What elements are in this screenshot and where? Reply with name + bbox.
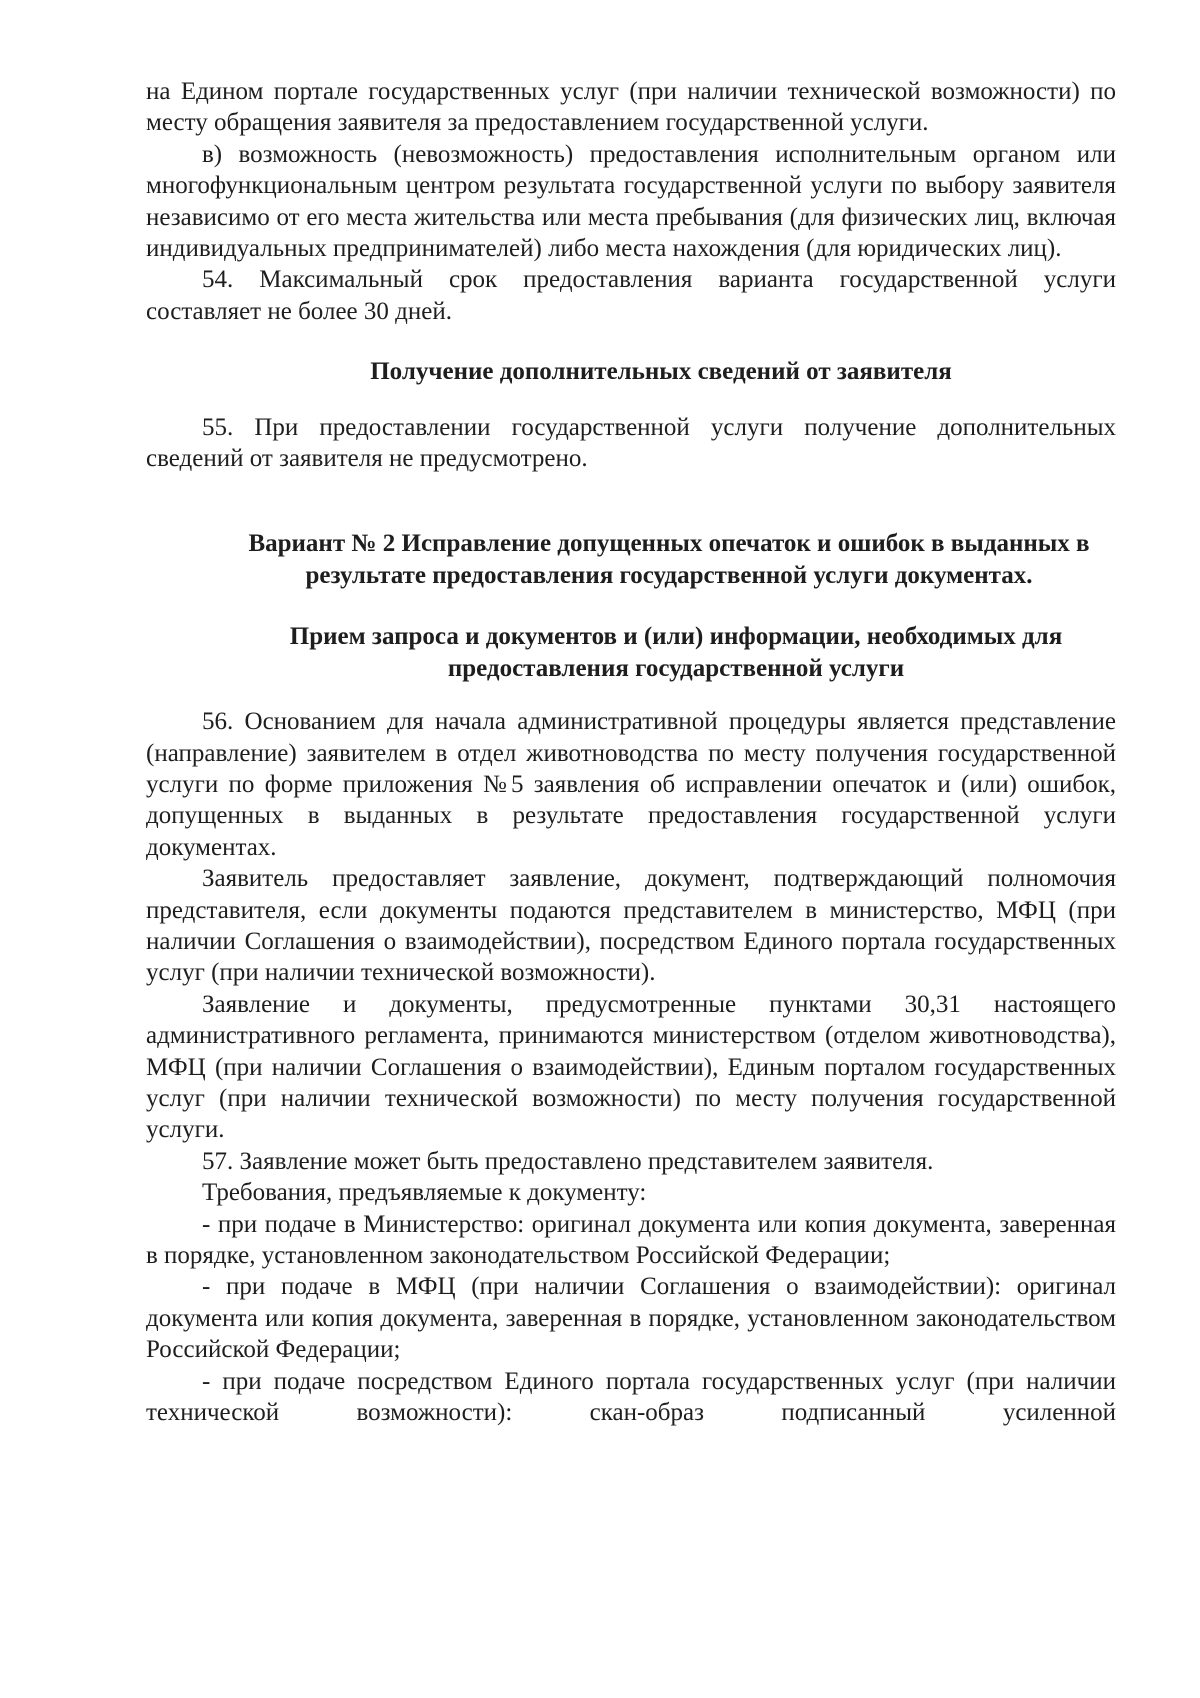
paragraph-requirements: Требования, предъявляемые к документу: — [202, 1179, 647, 1207]
section-heading-additional-info: Получение дополнительных сведений от заявителя — [370, 358, 952, 386]
paragraph-portal-continuation: на Едином портале государственных услуг (при наличии технической возможности) по месту обращения заявителя за предоставлением государственной услуги. — [146, 78, 1116, 137]
section-heading-request-reception: Прием запроса и документов и (или) информации, необходимых для предоставления государственной услуги — [289, 623, 1063, 682]
document-body — [146, 76, 1116, 1428]
list-item-ministry: - при подаче в Министерство: оригинал документа или копия документа, заверенная в порядке, установленном законодательством Российской Федерации; — [146, 1210, 1116, 1269]
section-heading-variant-2: Вариант № 2 Исправление допущенных опечаток и ошибок в выданных в результате предоставления государственной услуги документах. — [248, 530, 1090, 589]
paragraph-56: 56. Основанием для начала административной процедуры является представление (направление) заявителем в отдел животноводства по месту получения государственной услуги по форме приложения №5 заявления об исправлении опечаток и (или) ошибок, допущенных в выданных в результате предоставления государственной услуги документах. — [146, 708, 1116, 861]
paragraph-57: 57. Заявление может быть предоставлено представителем заявителя. — [202, 1147, 934, 1175]
list-item-portal: - при подаче посредством Единого портала государственных услуг (при наличии технической возможности): скан-образ подписанный усиленной — [146, 1367, 1116, 1427]
paragraph-applicant-submits: Заявитель предоставляет заявление, документ, подтверждающий полномочия представителя, если документы подаются представителем в министерство, МФЦ (при наличии Соглашения о взаимодействии), посредством Единого портала государственных услуг (при наличии технической возможности). — [146, 865, 1116, 987]
paragraph-55: 55. При предоставлении государственной услуги получение дополнительных сведений от заявителя не предусмотрено. — [146, 413, 1116, 473]
paragraph-54: 54. Максимальный срок предоставления варианта государственной услуги составляет не более 30 дней. — [146, 266, 1116, 325]
paragraph-item-v: в) возможность (невозможность) предоставления исполнительным органом или многофункциональным центром результата государственной услуги по выбору заявителя независимо от его места жительства или места пребывания (для физических лиц, включая индивидуальных предпринимателей) либо места нахождения (для юридических лиц). — [146, 140, 1116, 263]
list-item-mfc: - при подаче в МФЦ (при наличии Соглашения о взаимодействии): оригинал документа или копия документа, заверенная в порядке, установленном законодательством Российской Федерации; — [146, 1273, 1116, 1364]
paragraph-application-documents: Заявление и документы, предусмотренные пунктами 30,31 настоящего административного регламента, принимаются министерством (отделом животноводства), МФЦ (при наличии Соглашения о взаимодействии), Единым порталом государственных услуг (при наличии технической возможности) по месту получения государственной услуги. — [146, 990, 1116, 1144]
